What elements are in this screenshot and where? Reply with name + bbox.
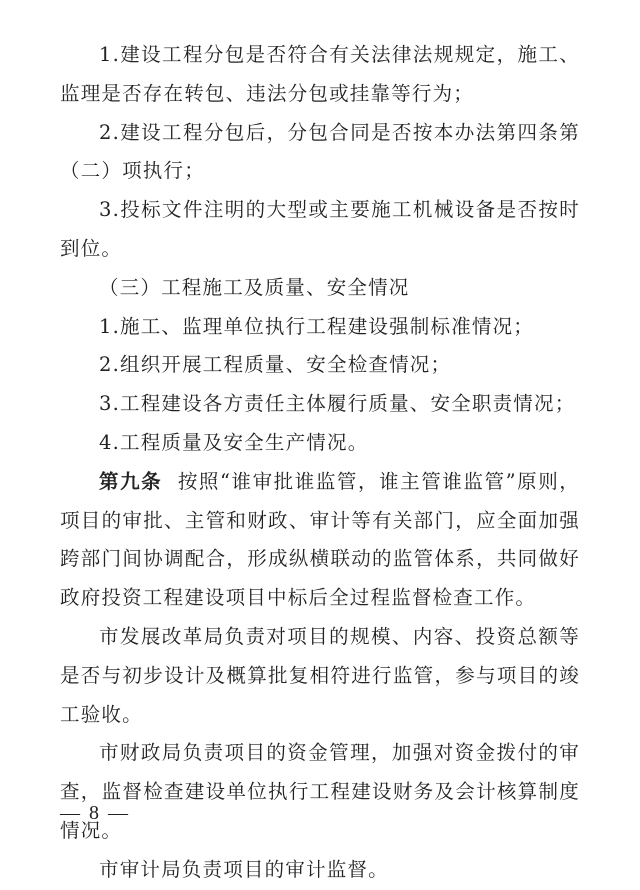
section-heading-3: （三）工程施工及质量、安全情况	[99, 275, 410, 299]
paragraph-item-6: 3.工程建设各方责任主体履行质量、安全职责情况；	[99, 392, 576, 416]
paragraph-item-2: 2.建设工程分包后，分包合同是否按本办法第四条第（二）项执行；	[60, 120, 580, 183]
paragraph-item-7: 4.工程质量及安全生产情况。	[99, 430, 369, 454]
paragraph-item-1: 1.建设工程分包是否符合有关法律法规规定，施工、监理是否存在转包、违法分包或挂靠等行为；	[60, 43, 580, 105]
paragraph-development-reform: 市发展改革局负责对项目的规模、内容、投资总额等是否与初步设计及概算批复相符进行监管，参与项目的竣工验收。	[60, 624, 580, 726]
article-9-text: 按照“谁审批谁监管，谁主管谁监管”原则，项目的审批、主管和财政、审计等有关部门，应全面加强跨部门间协调配合，形成纵横联动的监管体系，共同做好政府投资工程建设项目中标后全过程监督检查工作。	[60, 469, 580, 610]
article-9-paragraph	[60, 463, 580, 618]
article-9-title: 第九条	[99, 469, 163, 493]
paragraph-item-5: 2.组织开展工程质量、安全检查情况；	[99, 353, 452, 377]
paragraph-finance-bureau: 市财政局负责项目的资金管理，加强对资金拨付的审查，监督检查建设单位执行工程建设财务及会计核算制度情况。	[60, 741, 580, 842]
document-body	[60, 36, 580, 890]
paragraph-item-4: 1.施工、监理单位执行工程建设强制标准情况；	[99, 314, 535, 338]
paragraph-audit-bureau: 市审计局负责项目的审计监督。	[99, 857, 389, 881]
page-number: — 8 —	[60, 802, 130, 824]
paragraph-item-3: 3.投标文件注明的大型或主要施工机械设备是否按时到位。	[60, 198, 580, 260]
